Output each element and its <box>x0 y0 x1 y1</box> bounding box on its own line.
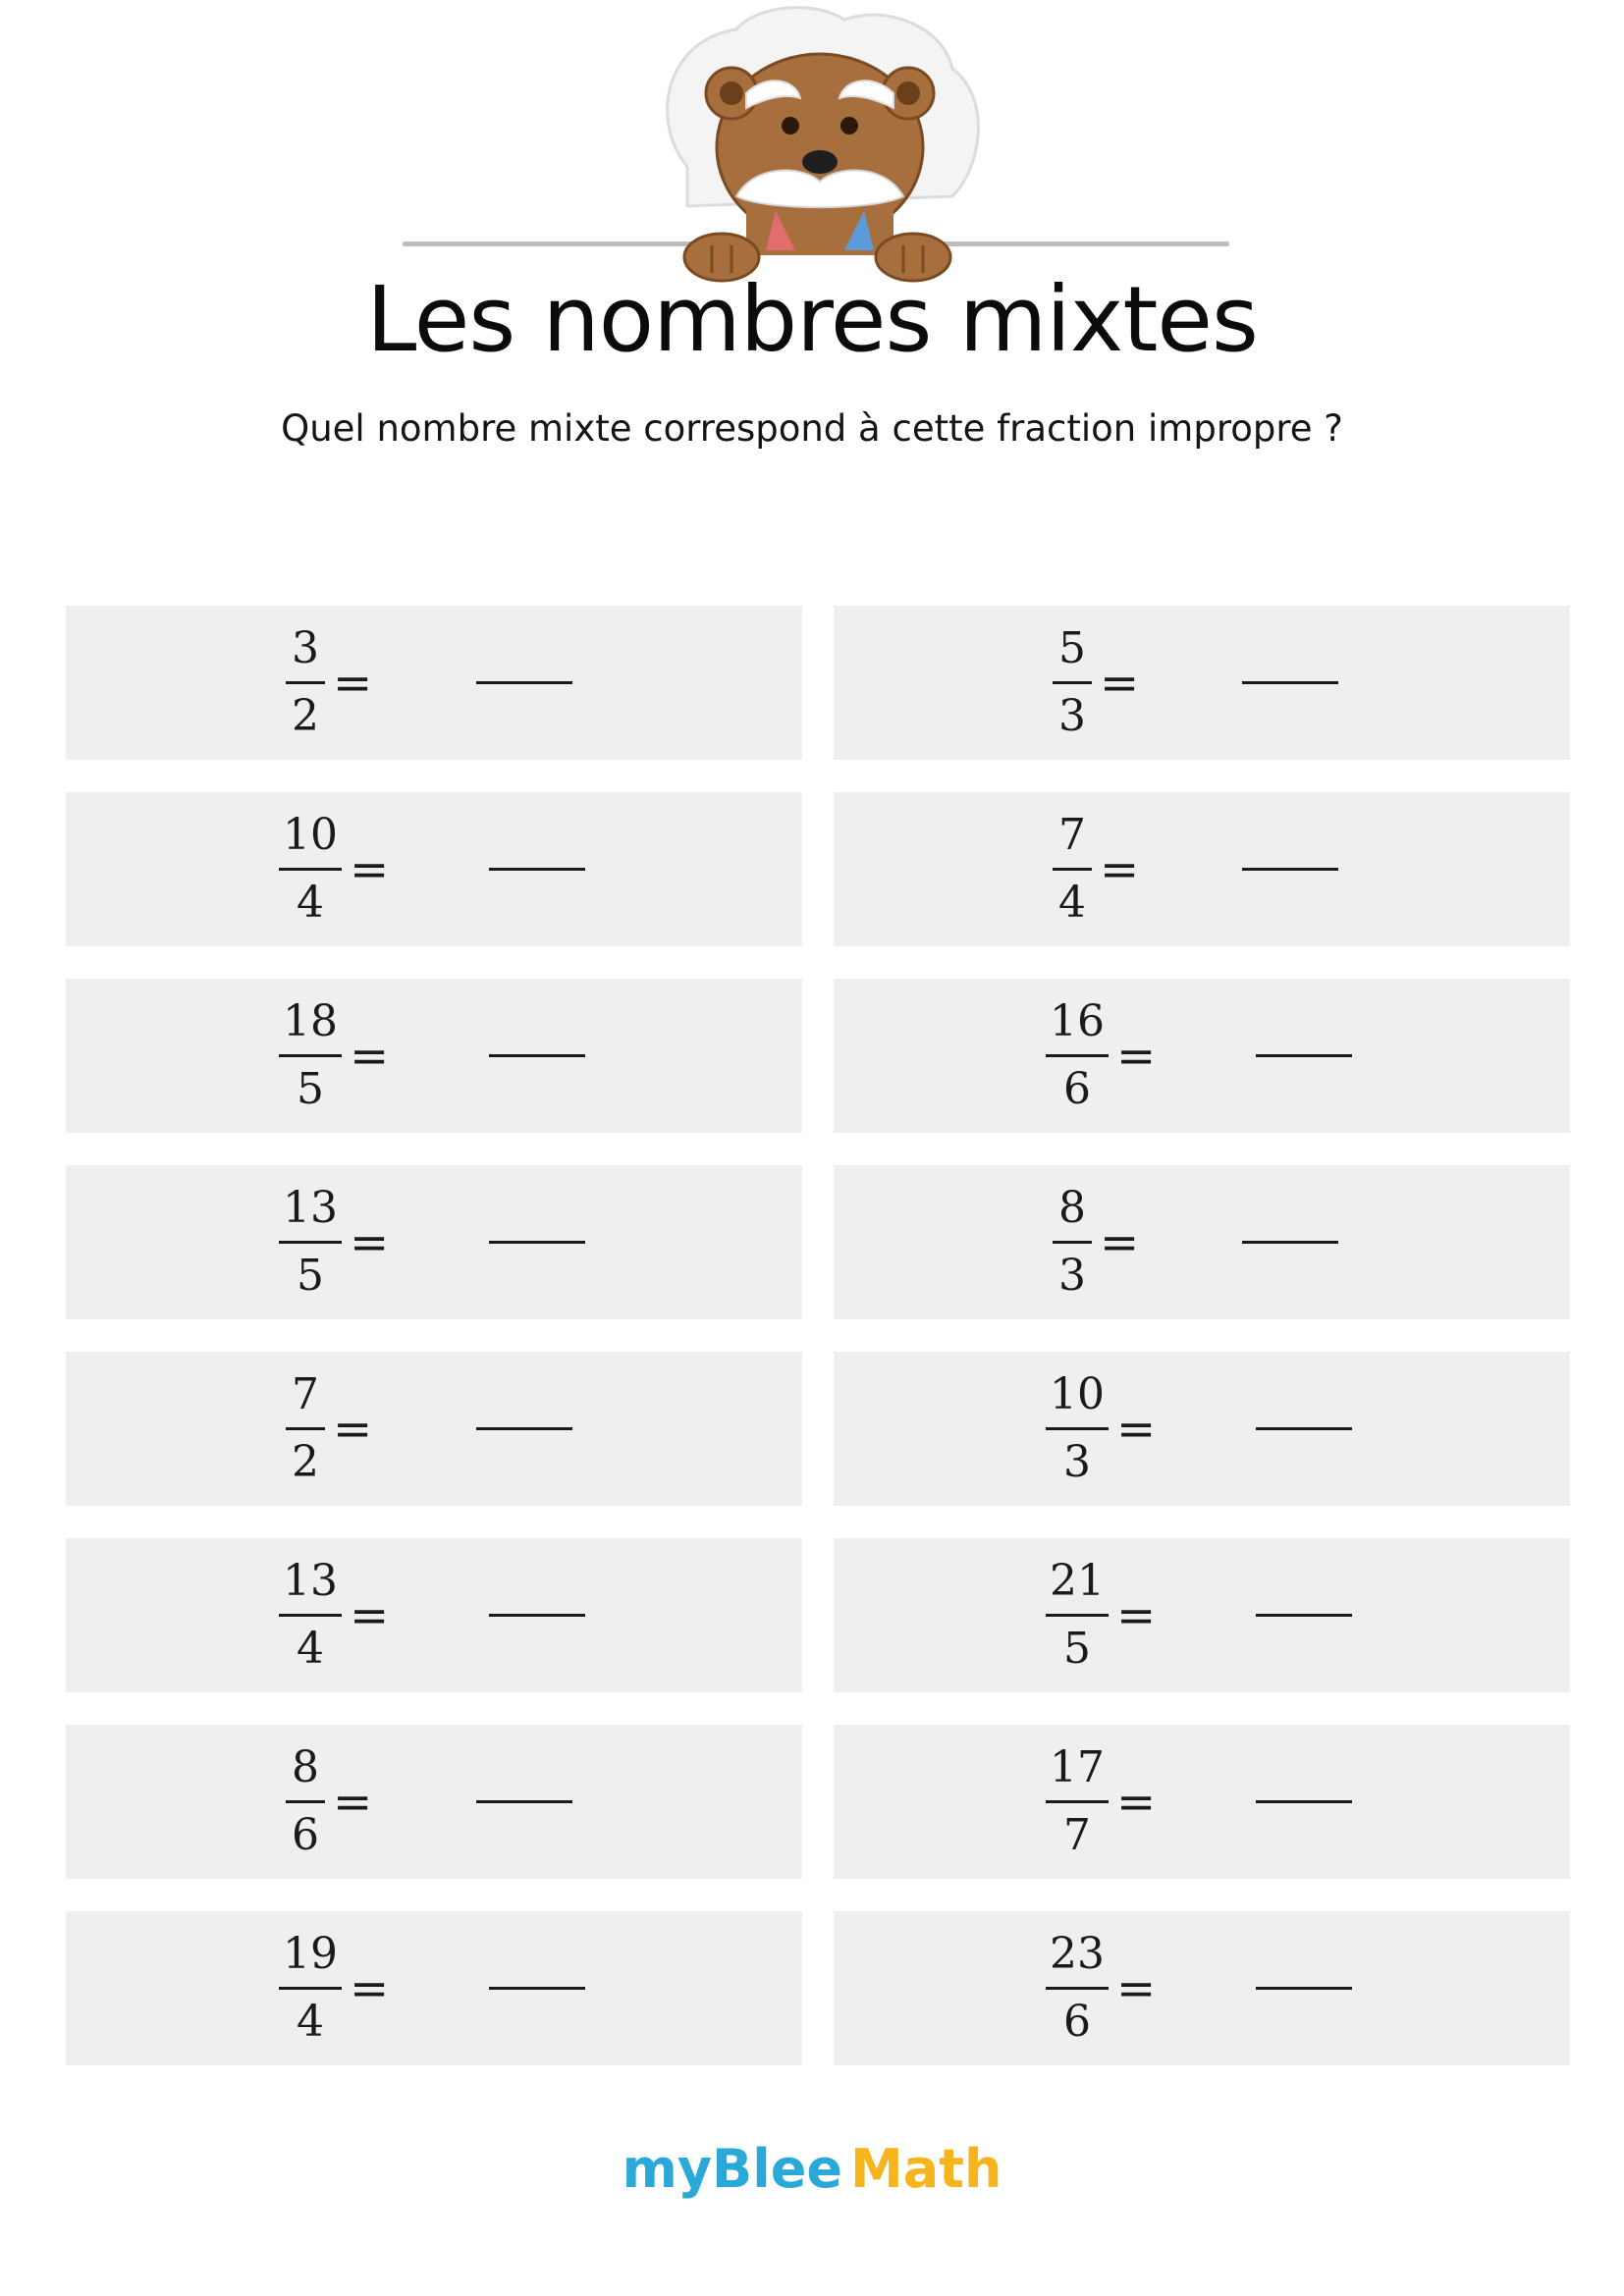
equals-sign: = <box>350 841 390 897</box>
numerator: 13 <box>283 1183 338 1233</box>
fraction <box>286 622 325 743</box>
fraction <box>1046 1368 1109 1489</box>
exercise-card <box>834 1911 1570 2065</box>
fraction <box>286 1368 325 1489</box>
fraction <box>279 1182 342 1303</box>
exercise-grid <box>66 606 1570 2065</box>
fraction-bar <box>1046 1427 1109 1430</box>
denominator: 2 <box>292 691 319 741</box>
brand-name-part1: myBlee <box>622 2138 842 2200</box>
fraction-expression <box>286 1352 372 1506</box>
instructions: Quel nombre mixte correspond à cette fraction impropre ? <box>281 407 1343 450</box>
fraction-bar <box>286 1800 325 1803</box>
fraction-bar <box>1046 1800 1109 1803</box>
answer-blank[interactable] <box>489 1614 585 1617</box>
fraction-expression <box>1046 1911 1156 2065</box>
fraction-bar <box>1053 1241 1092 1244</box>
exercise-card <box>834 792 1570 946</box>
exercise-card <box>834 1538 1570 1692</box>
bear-mascot-icon <box>628 0 1001 285</box>
answer-blank[interactable] <box>1256 1054 1352 1057</box>
equals-sign: = <box>350 1960 390 2016</box>
equals-sign: = <box>1100 1214 1140 1270</box>
fraction <box>279 809 342 930</box>
fraction-expression <box>279 1538 389 1692</box>
answer-blank[interactable] <box>476 1427 572 1430</box>
answer-blank[interactable] <box>489 1987 585 1990</box>
answer-blank[interactable] <box>1256 1800 1352 1803</box>
equals-sign: = <box>350 1028 390 1084</box>
exercise-card <box>834 606 1570 760</box>
equals-sign: = <box>1116 1587 1157 1643</box>
numerator: 13 <box>283 1556 338 1606</box>
fraction-expression <box>279 1911 389 2065</box>
denominator: 5 <box>1063 1624 1091 1674</box>
numerator: 7 <box>1058 810 1086 860</box>
fraction-expression <box>1053 606 1139 760</box>
fraction <box>286 1741 325 1862</box>
fraction <box>279 995 342 1116</box>
equals-sign: = <box>350 1214 390 1270</box>
answer-blank[interactable] <box>1242 1241 1338 1244</box>
answer-blank[interactable] <box>1256 1987 1352 1990</box>
numerator: 10 <box>283 810 338 860</box>
equals-sign: = <box>333 1774 373 1830</box>
numerator: 17 <box>1050 1742 1105 1792</box>
fraction-bar <box>286 681 325 684</box>
denominator: 3 <box>1058 691 1086 741</box>
denominator: 2 <box>292 1437 319 1487</box>
exercise-card <box>66 606 802 760</box>
numerator: 5 <box>1058 623 1086 673</box>
exercise-card <box>834 979 1570 1133</box>
denominator: 4 <box>297 878 324 928</box>
answer-blank[interactable] <box>489 1054 585 1057</box>
fraction-expression <box>1046 1538 1156 1692</box>
fraction-expression <box>1053 792 1139 946</box>
fraction-expression <box>279 1165 389 1319</box>
fraction-bar <box>1053 681 1092 684</box>
denominator: 4 <box>297 1997 324 2047</box>
equals-sign: = <box>333 655 373 711</box>
worksheet-header <box>0 0 1624 471</box>
exercise-card <box>66 979 802 1133</box>
numerator: 8 <box>292 1742 319 1792</box>
exercise-card <box>834 1165 1570 1319</box>
fraction <box>1053 622 1092 743</box>
denominator: 6 <box>292 1810 319 1860</box>
exercise-card <box>66 1911 802 2065</box>
fraction <box>1046 1555 1109 1676</box>
denominator: 4 <box>297 1624 324 1674</box>
fraction-bar <box>1053 868 1092 871</box>
fraction-bar <box>1046 1614 1109 1617</box>
answer-blank[interactable] <box>489 1241 585 1244</box>
answer-blank[interactable] <box>1242 681 1338 684</box>
exercise-card <box>834 1352 1570 1506</box>
equals-sign: = <box>1116 1960 1157 2016</box>
exercise-card <box>66 1725 802 1879</box>
fraction-bar <box>1046 1054 1109 1057</box>
fraction-bar <box>279 1054 342 1057</box>
exercise-card <box>66 792 802 946</box>
answer-blank[interactable] <box>1256 1427 1352 1430</box>
fraction-bar <box>279 1987 342 1990</box>
fraction-expression <box>286 606 372 760</box>
fraction-bar <box>279 868 342 871</box>
exercise-card <box>66 1165 802 1319</box>
fraction <box>1053 809 1092 930</box>
fraction <box>279 1928 342 2049</box>
denominator: 4 <box>1058 878 1086 928</box>
fraction-expression <box>1046 1725 1156 1879</box>
numerator: 18 <box>283 996 338 1046</box>
denominator: 5 <box>297 1251 324 1301</box>
numerator: 8 <box>1058 1183 1086 1233</box>
fraction <box>1046 1741 1109 1862</box>
numerator: 23 <box>1050 1929 1105 1979</box>
exercise-card <box>66 1352 802 1506</box>
denominator: 3 <box>1058 1251 1086 1301</box>
numerator: 3 <box>292 623 319 673</box>
answer-blank[interactable] <box>489 868 585 871</box>
equals-sign: = <box>1100 841 1140 897</box>
fraction <box>279 1555 342 1676</box>
exercise-card <box>834 1725 1570 1879</box>
equals-sign: = <box>1116 1774 1157 1830</box>
fraction <box>1046 1928 1109 2049</box>
page-title: Les nombres mixtes <box>366 267 1258 372</box>
fraction-expression <box>279 792 389 946</box>
exercise-card <box>66 1538 802 1692</box>
denominator: 5 <box>297 1064 324 1114</box>
answer-blank[interactable] <box>1256 1614 1352 1617</box>
fraction-expression <box>279 979 389 1133</box>
fraction-expression <box>1046 979 1156 1133</box>
equals-sign: = <box>1116 1401 1157 1457</box>
answer-blank[interactable] <box>476 681 572 684</box>
fraction-bar <box>279 1241 342 1244</box>
numerator: 7 <box>292 1369 319 1419</box>
fraction-expression <box>1046 1352 1156 1506</box>
numerator: 16 <box>1050 996 1105 1046</box>
fraction <box>1053 1182 1092 1303</box>
equals-sign: = <box>1100 655 1140 711</box>
brand-logo <box>0 2138 1624 2200</box>
answer-blank[interactable] <box>1242 868 1338 871</box>
equals-sign: = <box>333 1401 373 1457</box>
denominator: 6 <box>1063 1997 1091 2047</box>
fraction <box>1046 995 1109 1116</box>
brand-name-part2: Math <box>849 2138 1002 2200</box>
fraction-expression <box>286 1725 372 1879</box>
denominator: 3 <box>1063 1437 1091 1487</box>
fraction-bar <box>1046 1987 1109 1990</box>
numerator: 10 <box>1050 1369 1105 1419</box>
fraction-bar <box>286 1427 325 1430</box>
denominator: 7 <box>1063 1810 1091 1860</box>
answer-blank[interactable] <box>476 1800 572 1803</box>
equals-sign: = <box>1116 1028 1157 1084</box>
fraction-bar <box>279 1614 342 1617</box>
fraction-expression <box>1053 1165 1139 1319</box>
numerator: 19 <box>283 1929 338 1979</box>
numerator: 21 <box>1050 1556 1105 1606</box>
equals-sign: = <box>350 1587 390 1643</box>
denominator: 6 <box>1063 1064 1091 1114</box>
